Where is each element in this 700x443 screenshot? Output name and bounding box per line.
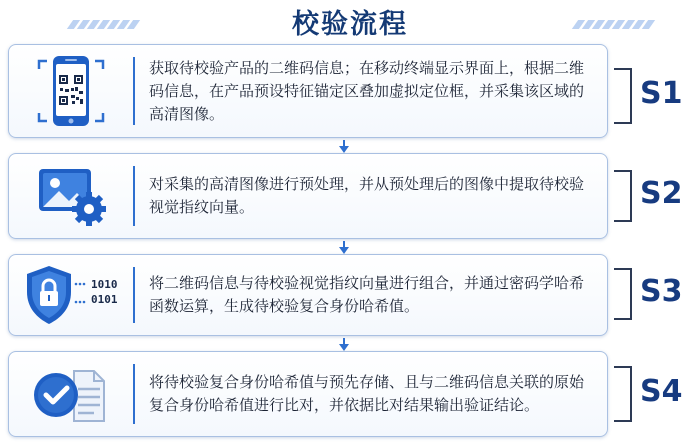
header xyxy=(0,0,700,40)
step-card-s1 xyxy=(8,44,608,138)
image-settings-icon xyxy=(9,154,133,238)
bracket-s2 xyxy=(614,170,632,222)
step-label-s3: S3 xyxy=(640,274,683,309)
step-divider xyxy=(133,166,135,226)
step-divider xyxy=(133,57,135,125)
step-text-s1: 获取待校验产品的二维码信息；在移动终端显示界面上，根据二维码信息，在产品预设特征锚定区叠加虚拟定位框，并采集该区域的高清图像。 xyxy=(149,58,585,123)
bracket-s3 xyxy=(614,268,632,320)
arrow-down-icon xyxy=(338,139,350,153)
bracket-s4 xyxy=(614,366,632,422)
step-label-s4: S4 xyxy=(640,374,683,409)
page-title: 校验流程 xyxy=(292,9,408,40)
arrow-down-icon xyxy=(338,337,350,351)
bracket-s1 xyxy=(614,68,632,124)
step-divider xyxy=(133,364,135,424)
decorative-stripes-right xyxy=(575,14,655,33)
step-card-s2 xyxy=(8,153,608,239)
step-text-s3: 将二维码信息与待校验视觉指纹向量进行组合，并通过密码学哈希函数运算，生成待校验复合身份哈希值。 xyxy=(149,274,585,315)
step-label-s2: S2 xyxy=(640,176,683,211)
step-text-s4: 将待校验复合身份哈希值与预先存储、且与二维码信息关联的原始复合身份哈希值进行比对，并依据比对结果输出验证结论。 xyxy=(149,373,585,414)
step-divider xyxy=(133,267,135,323)
step-card-s3 xyxy=(8,254,608,336)
step-text-s2: 对采集的高清图像进行预处理，并从预处理后的图像中提取待校验视觉指纹向量。 xyxy=(149,175,585,216)
binary-code: 1010 0101 xyxy=(91,278,118,306)
arrow-down-icon xyxy=(338,240,350,254)
shield-lock-binary-icon xyxy=(9,255,133,335)
step-card-s4 xyxy=(8,351,608,437)
checkmark-document-icon xyxy=(9,352,133,436)
step-label-s1: S1 xyxy=(640,76,683,111)
phone-qr-scan-icon xyxy=(9,45,133,137)
